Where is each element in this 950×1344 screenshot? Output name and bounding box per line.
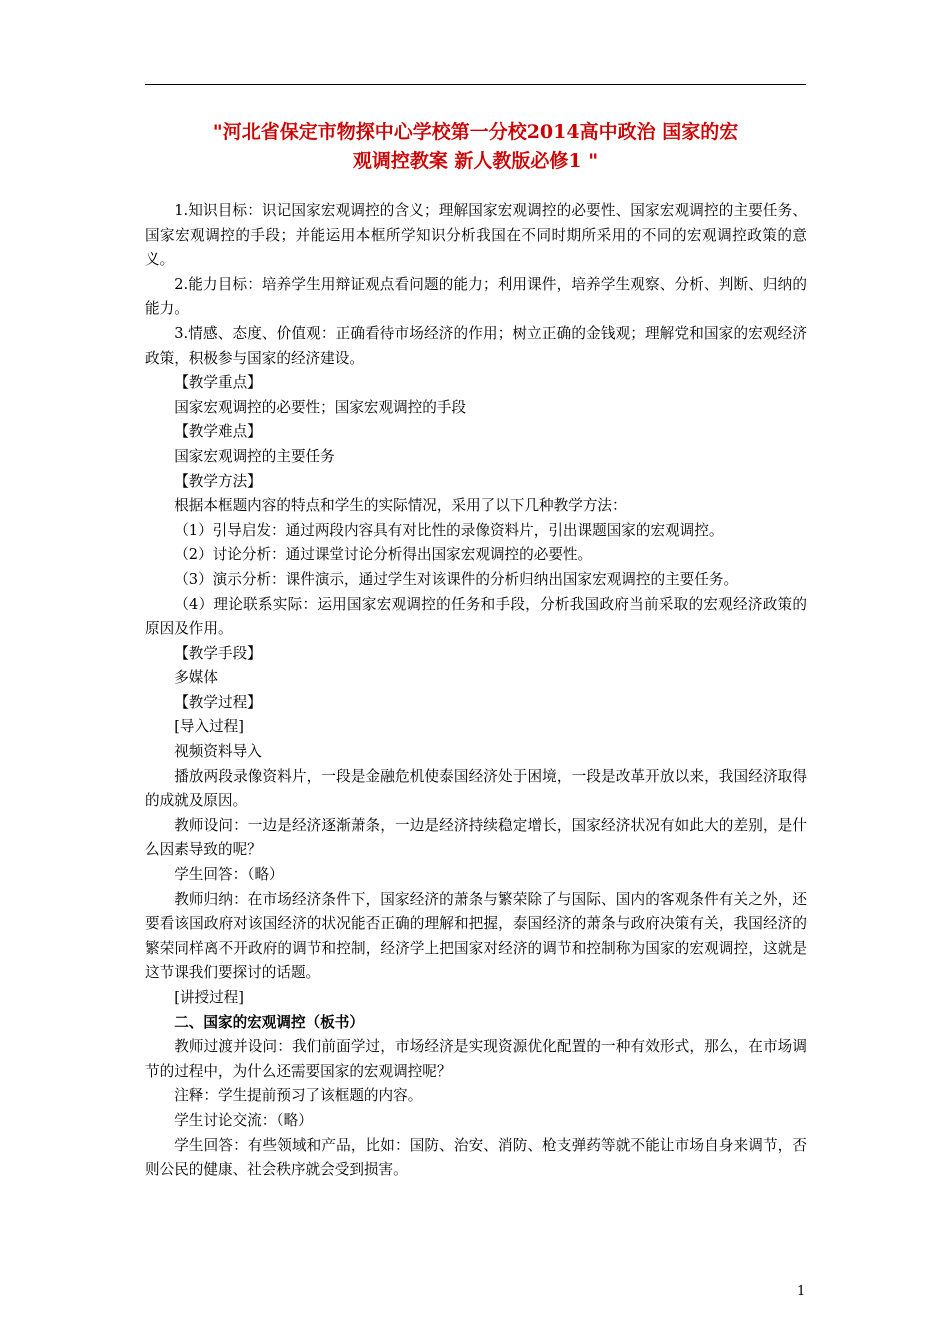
title-line-1: "河北省保定市物探中心学校第一分校2014高中政治 国家的宏 xyxy=(212,121,739,143)
document-title xyxy=(145,118,806,176)
heading-methods: 【教学方法】 xyxy=(174,472,262,490)
means-text: 多媒体 xyxy=(174,669,218,687)
note-preview: 注释：学生提前预习了该框题的内容。 xyxy=(174,1087,423,1105)
video-intro: 视频资料导入 xyxy=(174,743,262,761)
video-description: 播放两段录像资料片，一段是金融危机使泰国经济处于困境，一段是改革开放以来，我国经济取得的成就及原因。 xyxy=(145,767,807,810)
section-heading-macro-control: 二、国家的宏观调控（板书） xyxy=(174,1013,364,1031)
student-discussion: 学生讨论交流：（略） xyxy=(174,1111,313,1129)
title-line-2: 观调控教案 新人教版必修1 " xyxy=(352,150,599,172)
lecture-process-label: [讲授过程] xyxy=(174,989,244,1006)
intro-process-label: [导入过程] xyxy=(174,718,244,736)
objective-knowledge: 1.知识目标：识记国家宏观调控的含义；理解国家宏观调控的必要性、国家宏观调控的主要任务、国家宏观调控的手段；并能运用本框所学知识分析我国在不同时期所采用的不同的宏观调控政策的意义。 xyxy=(145,202,807,269)
header-rule xyxy=(145,84,806,85)
method-3: （3）演示分析：课件演示，通过学生对该课件的分析归纳出国家宏观调控的主要任务。 xyxy=(174,570,739,588)
heading-process: 【教学过程】 xyxy=(174,693,262,711)
method-4: （4）理论联系实际：运用国家宏观调控的任务和手段，分析我国政府当前采取的宏观经济政策的原因及作用。 xyxy=(145,595,807,638)
objective-values: 3.情感、态度、价值观：正确看待市场经济的作用；树立正确的金钱观；理解党和国家的宏观经济政策，积极参与国家的经济建设。 xyxy=(145,324,807,367)
student-answer-2: 学生回答：有些领域和产品，比如：国防、治安、消防、枪支弹药等就不能让市场自身来调节，否则公民的健康、社会秩序就会受到损害。 xyxy=(145,1136,807,1179)
methods-intro: 根据本框题内容的特点和学生的实际情况，采用了以下几种教学方法： xyxy=(174,497,627,515)
heading-key-points: 【教学重点】 xyxy=(174,374,262,392)
teacher-question: 教师设问：一边是经济逐渐萧条，一边是经济持续稳定增长，国家经济状况有如此大的差别，是什么因素导致的呢？ xyxy=(145,816,807,859)
method-1: （1）引导启发：通过两段内容具有对比性的录像资料片，引出课题国家的宏观调控。 xyxy=(174,521,724,539)
page-number: 1 xyxy=(797,1284,806,1299)
teacher-summary: 教师归纳：在市场经济条件下，国家经济的萧条与繁荣除了与国际、国内的客观条件有关之外，还要看该国政府对该国经济的状况能否正确的理解和把握，泰国经济的萧条与政府决策有关，我国经济的繁荣同样离不开政府的调节和控制，经济学上把国家对经济的调节和控制称为国家的宏观调控，这就是这节课我们要探讨的话题。 xyxy=(145,890,807,982)
teacher-transition: 教师过渡并设问：我们前面学过，市场经济是实现资源优化配置的一种有效形式，那么，在市场调节的过程中，为什么还需要国家的宏观调控呢？ xyxy=(145,1038,807,1080)
method-2: （2）讨论分析：通过课堂讨论分析得出国家宏观调控的必要性。 xyxy=(174,546,593,564)
student-answer-1: 学生回答：（略） xyxy=(174,866,284,884)
difficulties-text: 国家宏观调控的主要任务 xyxy=(174,447,335,465)
heading-means: 【教学手段】 xyxy=(174,644,262,662)
key-points-text: 国家宏观调控的必要性；国家宏观调控的手段 xyxy=(174,398,467,416)
objective-ability: 2.能力目标：培养学生用辩证观点看问题的能力；利用课件，培养学生观察、分析、判断、归纳的能力。 xyxy=(145,275,807,318)
document-body xyxy=(145,199,807,1183)
heading-difficulties: 【教学难点】 xyxy=(174,423,262,441)
